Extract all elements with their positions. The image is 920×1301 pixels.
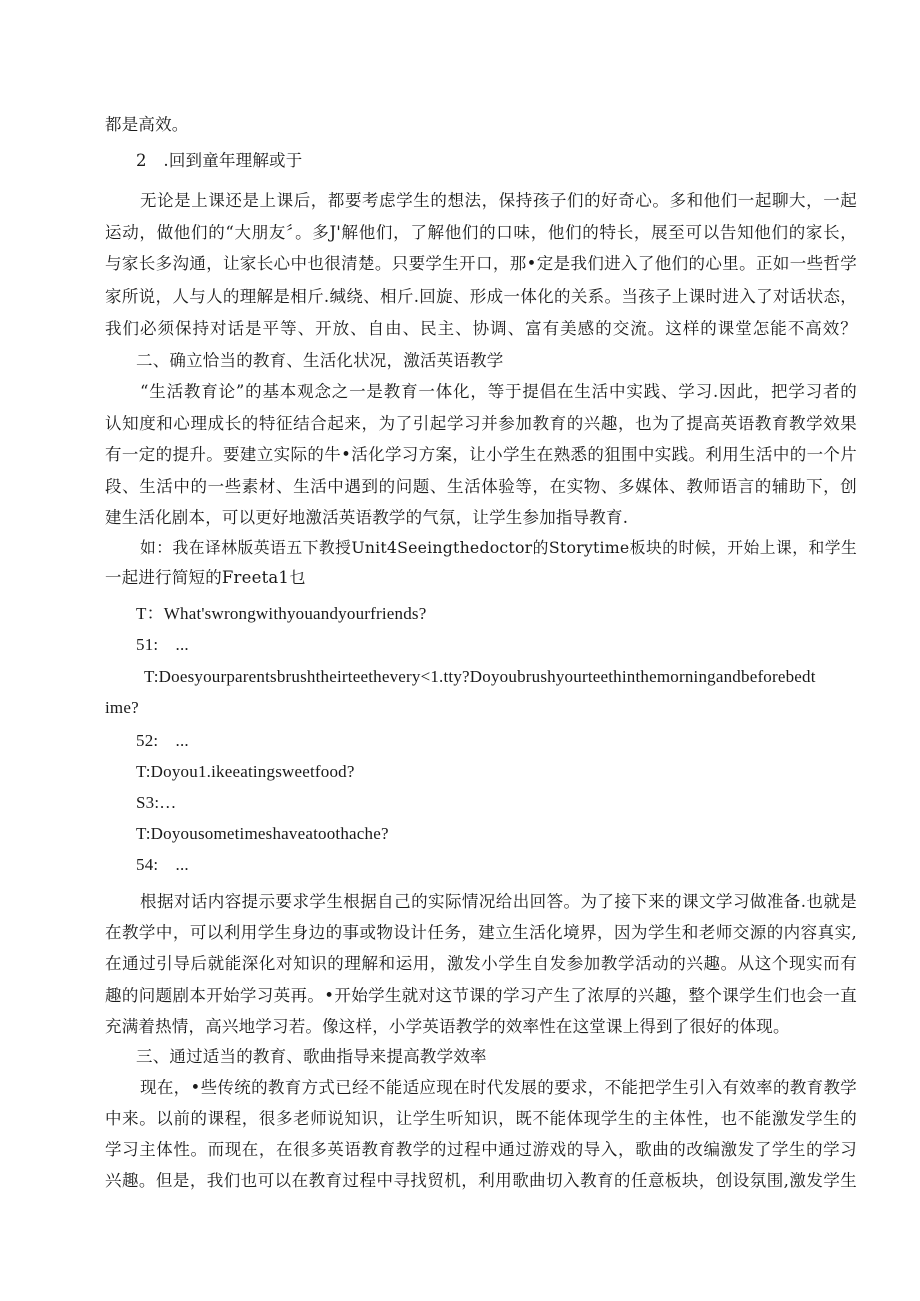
section-heading: 2 .回到童年理解或于 [136,151,303,170]
text-line: 家所说，人与人的理解是相斤.缄绕、相斤.回旋、形成一体化的关系。当孩子上课时进入了对话状态， [105,287,857,306]
text-line: 无论是上课还是上课后，都要考虑学生的想法，保持孩子们的好奇心。多和他们一起聊大，一起 [140,191,857,210]
dialogue-line: T:Doyousometimeshaveatoothache? [136,824,389,843]
text-line: 根据对话内容提示要求学生根据自己的实际情况给出回答。为了接下来的课文学习做准备.也就是 [140,892,857,911]
text-line: 中来。以前的课程，很多老师说知识，让学生听知识，既不能体现学生的主体性，也不能激发学生的 [105,1109,857,1128]
text-line: “生活教育论”的基本观念之一是教育一体化，等于提倡在生活中实践、学习.因此，把学习者的 [140,382,857,401]
text-line: 我们必须保持对话是平等、开放、自由、民主、协调、富有美感的交流。这样的课堂怎能不高效？ [105,319,857,338]
text-line: 认知度和心理成长的特征结合起来，为了引起学习并参加教育的兴趣，也为了提高英语教育教学效果 [105,414,857,433]
dialogue-line: T:Doyou1.ikeeatingsweetfood? [136,762,355,781]
text-line: 充满着热情，高兴地学习若。像这样，小学英语教学的效率性在这堂课上得到了很好的体现。 [105,1017,790,1036]
text-line: 如：我在译林版英语五下教授Unit4Seeingthedoctor的Storytime板块的时候，开始上课，和学生 [140,538,857,557]
text-line: 运动，做他们的“大朋友〞。多J'解他们，了解他们的口味，他们的特长，展至可以告知他们的家长， [105,223,857,242]
dialogue-line: 51: ... [136,635,189,654]
text-line: 学习主体性。而现在，在很多英语教育教学的过程中通过游戏的导入，歌曲的改编激发了学生的学习 [105,1140,857,1159]
text-line: 兴趣。但是，我们也可以在教育过程中寻找贸机，利用歌曲切入教育的任意板块，创设氛围,激发学生 [105,1171,857,1190]
text-line: 与家长多沟通，让家长心中也很清楚。只要学生开口，那•定是我们进入了他们的心里。正如一些哲学 [105,254,857,273]
text-line: 在通过引导后就能深化对知识的理解和运用，激发小学生自发参加教学活动的兴趣。从这个现实而有 [105,954,857,973]
dialogue-line: T：What'swrongwithyouandyourfriends? [136,604,427,623]
section-heading: 三、通过适当的教育、歌曲指导来提高教学效率 [136,1047,487,1066]
text-line: 趣的问题剧本开始学习英再。•开始学生就对这节课的学习产生了浓厚的兴趣，整个课学生们也会一直 [105,986,857,1005]
section-heading: 二、确立恰当的教育、生活化状况，激活英语教学 [136,351,504,370]
text-line: 有一定的提升。要建立实际的牛•活化学习方案，让小学生在熟悉的狙围中实践。利用生活中的一个片 [105,445,857,464]
text-line: 建生活化剧本，可以更好地激活英语教学的气氛，让学生参加指导教育. [105,508,629,527]
text-line: 一起进行简短的Freeta1乜 [105,568,306,587]
dialogue-line: 52: ... [136,731,189,750]
dialogue-line: ime? [105,698,139,717]
text-line: 段、生活中的一些素材、生活中遇到的问题、生活体验等，在实物、多媒体、教师语言的辅助下，创 [105,477,857,496]
text-line: 现在，•些传统的教育方式已经不能适应现在时代发展的要求，不能把学生引入有效率的教育教学 [140,1078,857,1097]
text-line: 都是高效。 [105,115,189,134]
dialogue-line: T:Doesyourparentsbrushtheirteethevery<1.tty?Doyoubrushyourteethinthemorningandbeforebedt [144,667,816,686]
dialogue-line: 54: ... [136,855,189,874]
dialogue-line: S3:… [136,793,177,812]
text-line: 在教学中，可以利用学生身边的事或物设计任务，建立生活化境界，因为学生和老师交源的内容真实, [105,923,857,942]
